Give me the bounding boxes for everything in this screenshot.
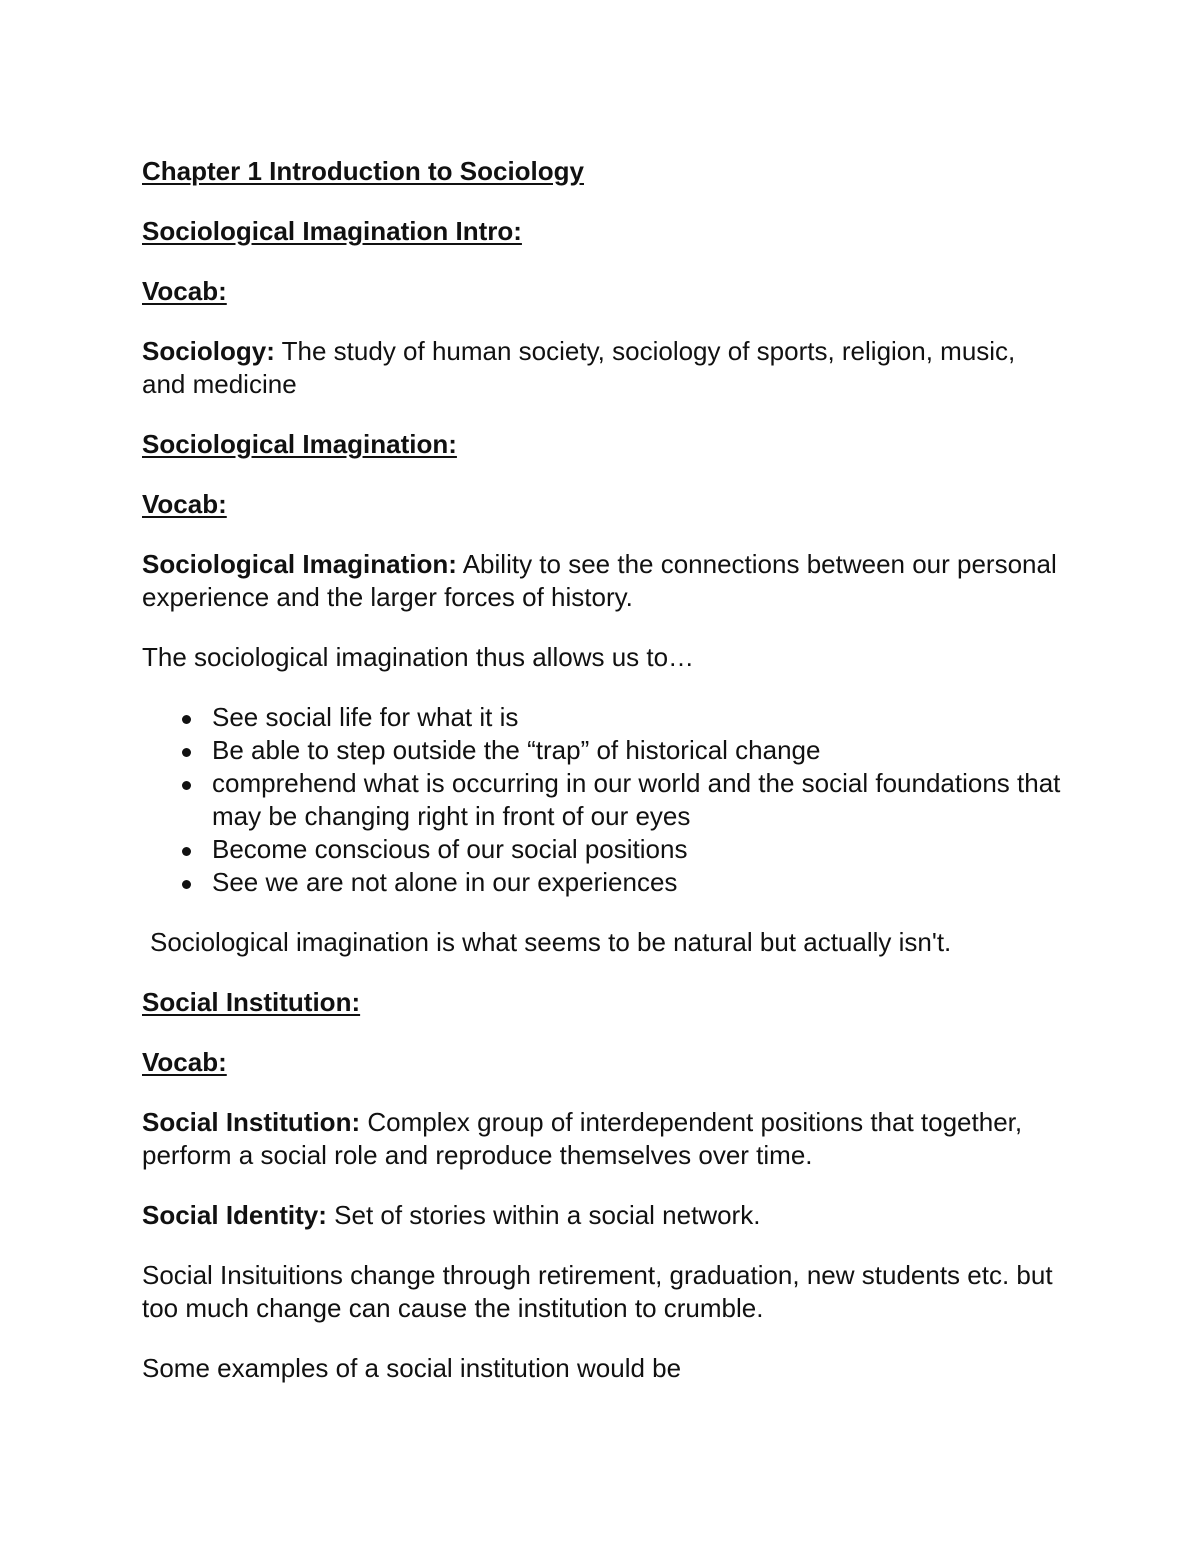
change-paragraph: Social Insituitions change through retirement, graduation, new students etc. but too much change can cause the institution to crumble. [142, 1260, 1053, 1323]
list-item-text: Be able to step outside the “trap” of historical change [212, 735, 821, 765]
term-sociology: Sociology: [142, 336, 275, 366]
term-identity: Social Identity: [142, 1200, 327, 1230]
list-item [142, 767, 1062, 833]
term-institution: Social Institution: [142, 1107, 361, 1137]
definition-text: The study of human society, sociology of sports, religion, music, and medicine [142, 336, 1016, 399]
list-item-text: comprehend what is occurring in our world and the social foundations that may be changing right in front of our eyes [212, 768, 1061, 831]
list-item-text: See we are not alone in our experiences [212, 867, 678, 897]
list-item [142, 701, 1062, 734]
definition-imagination [142, 548, 1062, 614]
list-item [142, 833, 1062, 866]
section-heading-institution: Social Institution: [142, 987, 361, 1017]
definition-institution [142, 1106, 1062, 1172]
vocab-heading: Vocab: [142, 1047, 227, 1077]
section-heading-imagination: Sociological Imagination: [142, 429, 457, 459]
bullet-icon [182, 748, 191, 757]
bullet-list [142, 701, 1062, 899]
list-item-text: Become conscious of our social positions [212, 834, 688, 864]
list-item [142, 866, 1062, 899]
list-item [142, 734, 1062, 767]
definition-text: Complex group of interdependent positions that together, perform a social role and reproduce themselves over time. [142, 1107, 1023, 1170]
bullet-icon [182, 715, 191, 724]
allows-paragraph: The sociological imagination thus allows us to… [142, 642, 695, 672]
definition-text: Set of stories within a social network. [326, 1200, 761, 1230]
definition-sociology [142, 335, 1062, 401]
vocab-heading: Vocab: [142, 489, 227, 519]
document-title: Chapter 1 Introduction to Sociology [142, 156, 584, 186]
natural-paragraph: Sociological imagination is what seems to be natural but actually isn't. [150, 927, 952, 957]
document-page [142, 155, 1062, 1412]
bullet-icon [182, 781, 191, 790]
vocab-heading: Vocab: [142, 276, 227, 306]
term-imagination: Sociological Imagination: [142, 549, 457, 579]
definition-text: Ability to see the connections between our personal experience and the larger forces of history. [142, 549, 1057, 612]
definition-identity [142, 1199, 1062, 1232]
bullet-icon [182, 847, 191, 856]
bullet-icon [182, 880, 191, 889]
list-item-text: See social life for what it is [212, 702, 519, 732]
examples-paragraph: Some examples of a social institution would be [142, 1353, 682, 1383]
section-heading-imagination-intro: Sociological Imagination Intro: [142, 216, 522, 246]
